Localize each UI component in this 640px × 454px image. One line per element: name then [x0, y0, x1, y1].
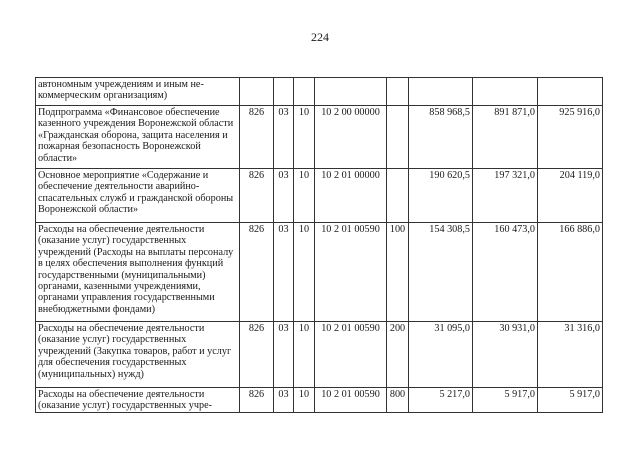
table-row [36, 223, 603, 322]
item-name: Основное мероприятие «Содержание и обеспечение деятельности аварийно-спасательных служб и гражданской обороны Воронежской области» [36, 169, 240, 223]
section-code: 03 [274, 106, 294, 169]
table-row [36, 322, 603, 388]
ministry-code: 826 [240, 169, 274, 223]
target-code: 10 2 01 00590 [315, 322, 387, 388]
target-code: 10 2 01 00590 [315, 388, 387, 413]
amount-year-1: 31 095,0 [409, 322, 473, 388]
amount-year-3: 925 916,0 [538, 106, 603, 169]
expense-type-code [387, 169, 409, 223]
expense-type-code [387, 106, 409, 169]
table-row [36, 388, 603, 413]
section-code: 03 [274, 169, 294, 223]
subsection-code: 10 [294, 322, 315, 388]
target-code [315, 78, 387, 106]
table-row [36, 106, 603, 169]
subsection-code: 10 [294, 388, 315, 413]
section-code: 03 [274, 388, 294, 413]
subsection-code: 10 [294, 223, 315, 322]
budget-table [35, 77, 603, 413]
amount-year-1: 190 620,5 [409, 169, 473, 223]
amount-year-1: 154 308,5 [409, 223, 473, 322]
amount-year-1: 5 217,0 [409, 388, 473, 413]
item-name: Расходы на обеспечение деятельности (оказание услуг) государственных учреждений (Закупка товаров, работ и услуг для обеспечения государственных (муниципальных) нужд) [36, 322, 240, 388]
section-code [274, 78, 294, 106]
target-code: 10 2 01 00000 [315, 169, 387, 223]
expense-type-code: 800 [387, 388, 409, 413]
page-number: 224 [311, 30, 329, 44]
amount-year-2: 5 917,0 [473, 388, 538, 413]
item-name: автономным учреждениям и иным не-коммерческим организациям) [36, 78, 240, 106]
ministry-code: 826 [240, 106, 274, 169]
item-name: Подпрограмма «Финансовое обеспечение казенного учреждения Воронежской области «Гражданская оборона, защита населения и пожарная безопасность Воронежской области» [36, 106, 240, 169]
expense-type-code [387, 78, 409, 106]
amount-year-2: 891 871,0 [473, 106, 538, 169]
table-row [36, 78, 603, 106]
ministry-code [240, 78, 274, 106]
amount-year-2: 197 321,0 [473, 169, 538, 223]
item-name: Расходы на обеспечение деятельности (оказание услуг) государственных учре- [36, 388, 240, 413]
table-row [36, 169, 603, 223]
ministry-code: 826 [240, 322, 274, 388]
amount-year-2: 30 931,0 [473, 322, 538, 388]
amount-year-3: 166 886,0 [538, 223, 603, 322]
item-name: Расходы на обеспечение деятельности (оказание услуг) государственных учреждений (Расходы на выплаты персоналу в целях обеспечения выполнения функций государственными (муниципальными) органами, казенными учреждениями, органами управления государственными внебюджетными фондами) [36, 223, 240, 322]
section-code: 03 [274, 322, 294, 388]
expense-type-code: 200 [387, 322, 409, 388]
amount-year-2 [473, 78, 538, 106]
expense-type-code: 100 [387, 223, 409, 322]
amount-year-3: 204 119,0 [538, 169, 603, 223]
subsection-code [294, 78, 315, 106]
subsection-code: 10 [294, 169, 315, 223]
amount-year-3: 5 917,0 [538, 388, 603, 413]
amount-year-3: 31 316,0 [538, 322, 603, 388]
amount-year-1 [409, 78, 473, 106]
subsection-code: 10 [294, 106, 315, 169]
amount-year-1: 858 968,5 [409, 106, 473, 169]
ministry-code: 826 [240, 388, 274, 413]
ministry-code: 826 [240, 223, 274, 322]
amount-year-2: 160 473,0 [473, 223, 538, 322]
section-code: 03 [274, 223, 294, 322]
target-code: 10 2 00 00000 [315, 106, 387, 169]
amount-year-3 [538, 78, 603, 106]
target-code: 10 2 01 00590 [315, 223, 387, 322]
